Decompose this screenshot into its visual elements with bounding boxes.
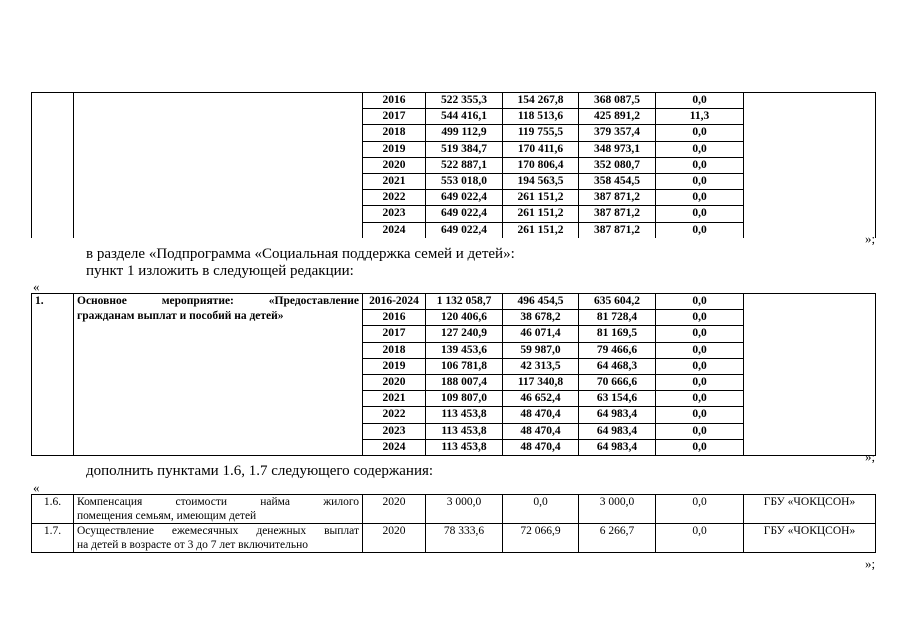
total-cell: 106 781,8 — [426, 358, 503, 374]
other-cell: 0,0 — [656, 190, 744, 206]
point-description-line-2: гражданам выплат и пособий на детей» — [77, 310, 284, 322]
point-number: 1.7. — [32, 524, 74, 553]
total-cell: 3 000,0 — [426, 495, 503, 524]
other-cell: 0,0 — [656, 342, 744, 358]
year-cell: 2020 — [363, 524, 426, 553]
point-number: 1.6. — [32, 495, 74, 524]
executor-cell — [744, 294, 876, 456]
federal-cell: 48 470,4 — [503, 423, 579, 439]
total-cell: 113 453,8 — [426, 407, 503, 423]
federal-cell: 48 470,4 — [503, 439, 579, 455]
opening-mark-2: « — [33, 480, 40, 495]
added-points-table — [31, 494, 876, 553]
regional-cell: 358 454,5 — [579, 174, 656, 190]
other-cell: 11,3 — [656, 109, 744, 125]
other-cell: 0,0 — [656, 125, 744, 141]
federal-cell: 46 652,4 — [503, 391, 579, 407]
other-cell: 0,0 — [656, 294, 744, 310]
paragraph-point-1: пункт 1 изложить в следующей редакции: — [86, 263, 354, 279]
year-cell: 2022 — [363, 190, 426, 206]
other-cell: 0,0 — [656, 310, 744, 326]
continuation-table — [31, 92, 876, 238]
table-row — [32, 93, 876, 109]
federal-cell: 194 563,5 — [503, 174, 579, 190]
federal-cell: 496 454,5 — [503, 294, 579, 310]
point-description-line-2: на детей в возрасте от 3 до 7 лет включительно — [77, 539, 308, 551]
year-cell: 2020 — [363, 495, 426, 524]
year-cell: 2018 — [363, 125, 426, 141]
regional-cell: 3 000,0 — [579, 495, 656, 524]
regional-cell: 425 891,2 — [579, 109, 656, 125]
federal-cell: 170 806,4 — [503, 157, 579, 173]
year-cell: 2019 — [363, 141, 426, 157]
regional-cell: 348 973,1 — [579, 141, 656, 157]
other-cell: 0,0 — [656, 495, 744, 524]
regional-cell: 63 154,6 — [579, 391, 656, 407]
year-cell: 2021 — [363, 174, 426, 190]
other-cell: 0,0 — [656, 524, 744, 553]
total-cell: 109 807,0 — [426, 391, 503, 407]
table-row — [32, 524, 876, 553]
other-cell: 0,0 — [656, 157, 744, 173]
federal-cell: 42 313,5 — [503, 358, 579, 374]
year-cell: 2017 — [363, 109, 426, 125]
point-description-line-1: Компенсация стоимости найма жилого — [77, 496, 359, 508]
total-cell: 499 112,9 — [426, 125, 503, 141]
closing-mark-2: »; — [865, 449, 876, 464]
federal-cell: 261 151,2 — [503, 190, 579, 206]
year-cell: 2024 — [363, 439, 426, 455]
year-cell: 2024 — [363, 222, 426, 238]
regional-cell: 79 466,6 — [579, 342, 656, 358]
total-cell: 649 022,4 — [426, 206, 503, 222]
other-cell: 0,0 — [656, 141, 744, 157]
total-cell: 522 355,3 — [426, 93, 503, 109]
other-cell: 0,0 — [656, 93, 744, 109]
regional-cell: 64 983,4 — [579, 423, 656, 439]
point-description — [74, 294, 363, 456]
paragraph-add-points: дополнить пунктами 1.6, 1.7 следующего содержания: — [86, 463, 434, 479]
table-row — [32, 495, 876, 524]
year-cell: 2016 — [363, 310, 426, 326]
year-cell: 2018 — [363, 342, 426, 358]
description-cell — [74, 93, 363, 238]
other-cell: 0,0 — [656, 358, 744, 374]
year-cell: 2021 — [363, 391, 426, 407]
regional-cell: 81 728,4 — [579, 310, 656, 326]
other-cell: 0,0 — [656, 439, 744, 455]
total-cell: 113 453,8 — [426, 439, 503, 455]
executor-cell: ГБУ «ЧОКЦСОН» — [744, 524, 876, 553]
year-cell: 2023 — [363, 423, 426, 439]
regional-cell: 387 871,2 — [579, 206, 656, 222]
executor-cell: ГБУ «ЧОКЦСОН» — [744, 495, 876, 524]
year-cell: 2016-2024 — [363, 294, 426, 310]
regional-cell: 379 357,4 — [579, 125, 656, 141]
federal-cell: 117 340,8 — [503, 375, 579, 391]
other-cell: 0,0 — [656, 375, 744, 391]
regional-cell: 64 468,3 — [579, 358, 656, 374]
total-cell: 522 887,1 — [426, 157, 503, 173]
federal-cell: 118 513,6 — [503, 109, 579, 125]
year-cell: 2023 — [363, 206, 426, 222]
federal-cell: 59 987,0 — [503, 342, 579, 358]
regional-cell: 635 604,2 — [579, 294, 656, 310]
point-description-line-1: Осуществление ежемесячных денежных выплат — [77, 525, 359, 537]
federal-cell: 38 678,2 — [503, 310, 579, 326]
point-description — [74, 495, 363, 524]
other-cell: 0,0 — [656, 174, 744, 190]
closing-mark-1: »; — [865, 231, 876, 246]
other-cell: 0,0 — [656, 326, 744, 342]
table-row — [32, 294, 876, 310]
total-cell: 120 406,6 — [426, 310, 503, 326]
point-description — [74, 524, 363, 553]
other-cell: 0,0 — [656, 423, 744, 439]
year-cell: 2020 — [363, 157, 426, 173]
other-cell: 0,0 — [656, 222, 744, 238]
total-cell: 113 453,8 — [426, 423, 503, 439]
regional-cell: 64 983,4 — [579, 407, 656, 423]
total-cell: 649 022,4 — [426, 222, 503, 238]
federal-cell: 119 755,5 — [503, 125, 579, 141]
regional-cell: 81 169,5 — [579, 326, 656, 342]
federal-cell: 0,0 — [503, 495, 579, 524]
regional-cell: 70 666,6 — [579, 375, 656, 391]
regional-cell: 387 871,2 — [579, 190, 656, 206]
closing-mark-3: »; — [865, 556, 876, 571]
year-cell: 2022 — [363, 407, 426, 423]
federal-cell: 46 071,4 — [503, 326, 579, 342]
other-cell: 0,0 — [656, 407, 744, 423]
total-cell: 553 018,0 — [426, 174, 503, 190]
year-cell: 2016 — [363, 93, 426, 109]
year-cell: 2019 — [363, 358, 426, 374]
federal-cell: 48 470,4 — [503, 407, 579, 423]
federal-cell: 261 151,2 — [503, 206, 579, 222]
point-1-table — [31, 293, 876, 456]
total-cell: 519 384,7 — [426, 141, 503, 157]
point-description-line-1: Основное мероприятие: «Предоставление — [77, 295, 359, 307]
total-cell: 78 333,6 — [426, 524, 503, 553]
total-cell: 544 416,1 — [426, 109, 503, 125]
paragraph-section: в разделе «Подпрограмма «Социальная поддержка семей и детей»: — [86, 246, 515, 262]
number-cell — [32, 93, 74, 238]
executor-cell — [744, 93, 876, 238]
opening-mark-1: « — [33, 279, 40, 294]
total-cell: 127 240,9 — [426, 326, 503, 342]
total-cell: 139 453,6 — [426, 342, 503, 358]
total-cell: 1 132 058,7 — [426, 294, 503, 310]
regional-cell: 387 871,2 — [579, 222, 656, 238]
year-cell: 2020 — [363, 375, 426, 391]
total-cell: 649 022,4 — [426, 190, 503, 206]
federal-cell: 154 267,8 — [503, 93, 579, 109]
other-cell: 0,0 — [656, 206, 744, 222]
total-cell: 188 007,4 — [426, 375, 503, 391]
point-number: 1. — [32, 294, 74, 456]
other-cell: 0,0 — [656, 391, 744, 407]
regional-cell: 352 080,7 — [579, 157, 656, 173]
regional-cell: 6 266,7 — [579, 524, 656, 553]
federal-cell: 170 411,6 — [503, 141, 579, 157]
year-cell: 2017 — [363, 326, 426, 342]
regional-cell: 64 983,4 — [579, 439, 656, 455]
federal-cell: 72 066,9 — [503, 524, 579, 553]
federal-cell: 261 151,2 — [503, 222, 579, 238]
regional-cell: 368 087,5 — [579, 93, 656, 109]
point-description-line-2: помещения семьям, имеющим детей — [77, 510, 257, 522]
